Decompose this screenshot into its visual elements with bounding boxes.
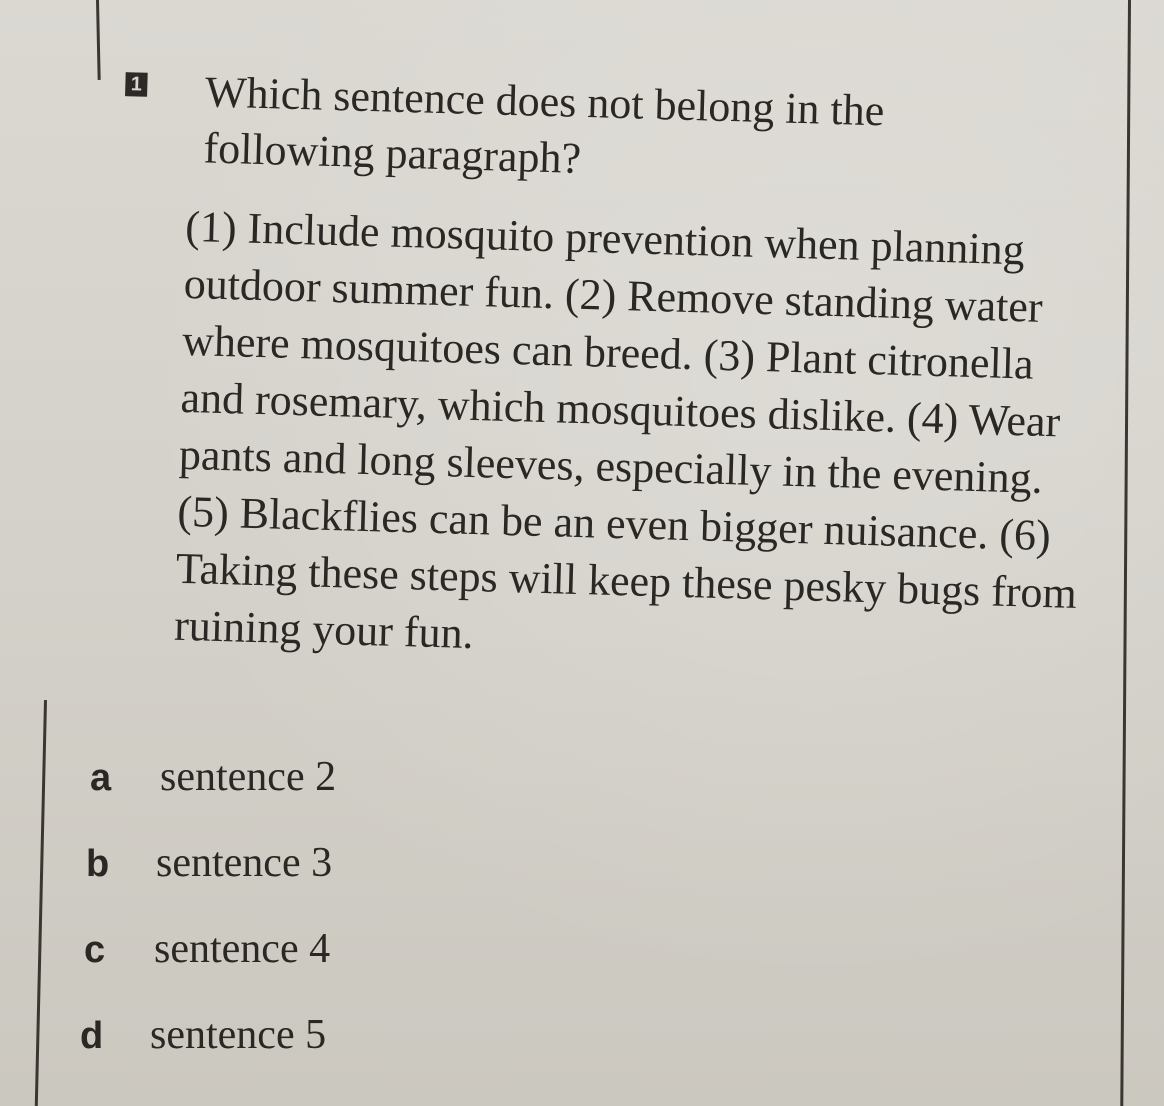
question-number-badge: 1 bbox=[125, 72, 148, 97]
left-margin-rule bbox=[96, 0, 101, 80]
option-text: sentence 2 bbox=[160, 754, 337, 800]
option-letter: b bbox=[86, 843, 110, 885]
option-d[interactable] bbox=[80, 1010, 326, 1061]
option-text: sentence 5 bbox=[150, 1012, 327, 1058]
option-b[interactable] bbox=[86, 838, 332, 889]
option-letter: a bbox=[90, 757, 112, 799]
option-c[interactable] bbox=[84, 924, 330, 975]
question-block bbox=[104, 62, 1080, 679]
option-text: sentence 3 bbox=[156, 840, 333, 886]
option-a[interactable] bbox=[90, 752, 336, 803]
option-letter: d bbox=[80, 1015, 104, 1057]
question-prompt: Which sentence does not belong in the following paragraph? bbox=[202, 67, 885, 183]
question-passage: (1) Include mosquito prevention when planning outdoor summer fun. (2) Remove standing water where mosquitoes can breed. (3) Plant citronella and rosemary, which mosquitoes dislike. (4) Wear pants and long sleeves, especially in the evening. (5) Blackflies can be an even bigger nuisance. (6) Taking these steps will keep these pesky bugs from ruining your fun. bbox=[173, 201, 1078, 659]
option-text: sentence 4 bbox=[154, 926, 331, 972]
option-letter: c bbox=[84, 929, 106, 971]
right-margin-rule bbox=[1120, 0, 1131, 1106]
left-margin-rule-lower bbox=[35, 700, 47, 1106]
